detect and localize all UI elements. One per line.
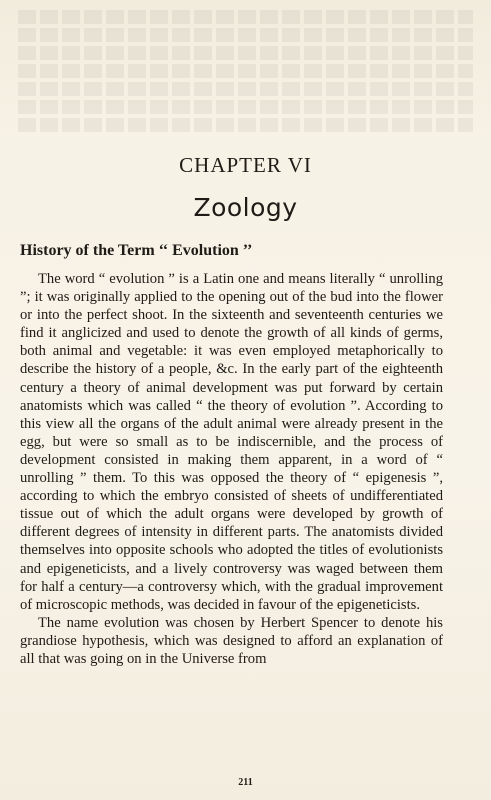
section-heading: History of the Term ‘‘ Evolution ’’ (20, 242, 253, 259)
body-text (20, 270, 443, 668)
paragraph-2: The name evolution was chosen by Herbert Spencer to denote his grandiose hypothesis, which was designed to afford an explanation of all that was going on in the Universe from (20, 614, 443, 667)
paragraph-1: The word “ evolution ” is a Latin one and means literally “ unrolling ”; it was originally applied to the opening out of the bud into the flower or into the perfect shoot. In the sixteenth and seventeenth centuries we find it anglicized and used to denote the growth of all kinds of germs, both animal and vegetable: it was even employed metaphorically to describe the history of a people, &c. In the early part of the eighteenth century a theory of animal development was put forward by certain anatomists which was called “ the theory of evolution ”. According to this view all the organs of the adult animal were already present in the egg, but were so small as to be indiscernible, and the process of development consisted in making them apparent, in a word of “ unrolling ” them. To this was opposed the theory of “ epigenesis ”, according to which the embryo consisted of sheets of undifferentiated tissue out of which the adult organs were developed by growth of different degrees of intensity in different parts. The anatomists divided themselves into opposite schools who adopted the titles of evolutionists and epigeneticists, and a lively controversy was waged between them for half a century—a controversy which, with the gradual improvement of microscopic methods, was decided in favour of the epigeneticists. (20, 271, 443, 613)
chapter-number: CHAPTER VI (179, 153, 312, 177)
page-number: 211 (238, 777, 253, 788)
show-through-text (18, 6, 473, 146)
chapter-title: Zoology (193, 193, 298, 222)
